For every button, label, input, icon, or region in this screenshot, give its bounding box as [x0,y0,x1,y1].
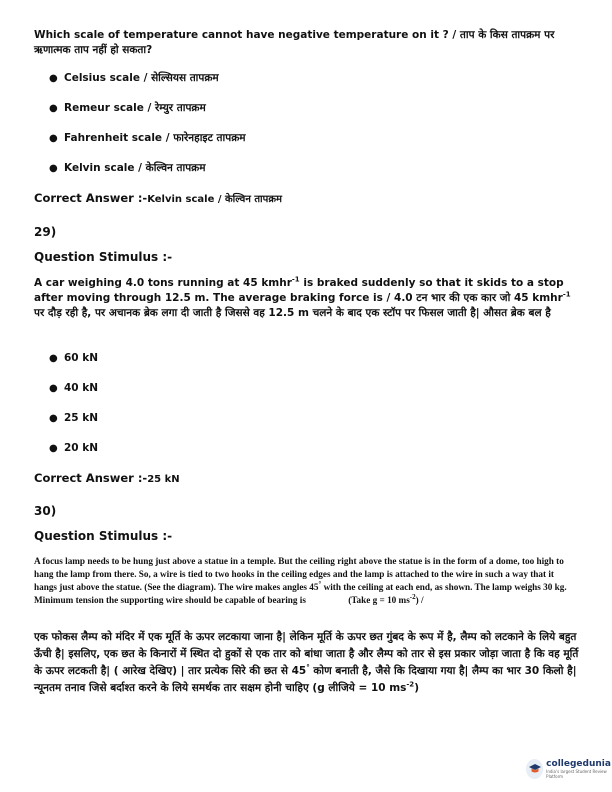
bullet-icon: ● [49,133,58,144]
q28-correct-answer: Correct Answer :-Kelvin scale / केल्विन तापक्रम [34,191,282,205]
q29-stimulus-label: Question Stimulus :- [34,250,173,264]
q30-hindi-text: एक फोकस लैम्प को मंदिर में एक मूर्ति के ऊपर लटकाया जाना है| लेकिन मूर्ति के ऊपर छत गुंबद के रूप में है, लैम्प को लटकाने के लिये बहुत ऊँची है| इसलिए, एक छत के किनारों में स्थित दो हुकों से एक तार को बांधा जाता है और लैम्प को तार से इस प्रकार जोड़ा जाता है कि वह मूर्ति के ऊपर लटकती है| ( आरेख देखिए) | तार प्रत्येक सिरे की छत से 45° कोण बनाती है, जैसे कि दिखाया गया है| लैम्प का भार 30 किलो है| न्यूनतम तनाव जिसे बर्दाश्त करने के लिये समर्थक तार सक्षम होनी चाहिए (g लीजिये = 10 $ms^{-2}$) [34,631,579,694]
q30-number: 30) [34,504,57,518]
logo-tagline: India's largest Student Review Platform [546,769,607,779]
q29-question: A car weighing 4.0 tons running at 45 kmhr$^{-1}$ is braked suddenly so that it skids to a stop after moving through 12.5 m. The average braking force is / 4.0 टन भार की एक कार जो 45 kmhr$^{-1}$ पर दौड़ रही है, पर अचानक ब्रेक लगा दी जाती है जिससे वह 12.5 m चलने के बाद एक स्टॉप पर फिसल जाती है| औसत ब्रेक बल है [34,275,571,319]
collegedunia-logo [526,759,612,779]
q28-option-1: ● Celsius scale / सेल्सियस तापक्रम [49,72,219,84]
q29-number: 29) [34,225,57,239]
bullet-icon: ● [49,443,58,454]
q28-question: Which scale of temperature cannot have negative temperature on it ? / ताप के किस तापक्रम पर ऋणात्मक ताप नहीं हो सकता? [34,29,555,56]
q28-options [34,71,579,191]
q29-option-3: ● 25 kN [49,412,99,424]
q29-option-2: ● 40 kN [49,382,99,394]
logo-name: collegedunia [546,759,611,769]
bullet-icon: ● [49,383,58,394]
q29-option-1: ● 60 kN [49,352,99,364]
q30-english-text: A focus lamp needs to be hung just above a statue in a temple. But the ceiling right above the statue is in the form of a dome, too high to hang the lamp from there. So, a wire is tied to two hooks in the ceiling edges and the lamp is attached to the wire in such a way that it hangs just above the statue. (See the diagram). The wire makes angles 45° with the ceiling at each end, as shown. The lamp weighs 30 kg. Minimum tension the supporting wire should be capable of bearing is (Take g = 10 $ms^{-2}$) / [34,556,567,605]
q29-options [34,351,579,471]
bullet-icon: ● [49,163,58,174]
q28-option-3: ● Fahrenheit scale / फारेनहाइट तापक्रम [49,132,246,144]
bullet-icon: ● [49,73,58,84]
bullet-icon: ● [49,413,58,424]
q30-stimulus-label: Question Stimulus :- [34,529,173,543]
bullet-icon: ● [49,103,58,114]
q29-option-4: ● 20 kN [49,442,99,454]
graduation-cap-icon [526,759,543,779]
q29-correct-answer: Correct Answer :-25 kN [34,471,180,485]
q28-option-4: ● Kelvin scale / केल्विन तापक्रम [49,162,206,174]
bullet-icon: ● [49,353,58,364]
q28-option-2: ● Remeur scale / रेम्युर तापक्रम [49,102,206,114]
